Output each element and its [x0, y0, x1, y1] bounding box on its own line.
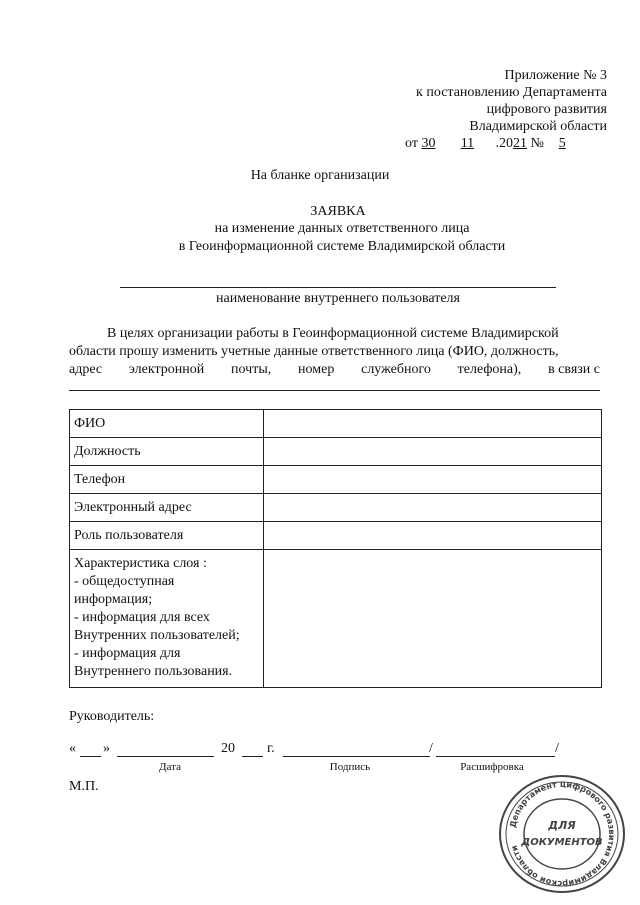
date-month: 11 — [460, 136, 475, 151]
layer-line: Внутренних пользователей; — [74, 628, 240, 643]
day-blank[interactable] — [80, 756, 101, 757]
letterhead-note: На бланке организации — [250, 168, 390, 183]
table-row — [70, 550, 602, 688]
decoding-caption: Расшифровка — [460, 761, 524, 773]
body-word: номер — [298, 362, 335, 377]
layer-value-field[interactable] — [264, 550, 602, 688]
department-line: цифрового развития — [486, 102, 607, 117]
stamp-center-line-1: ДЛЯ — [548, 819, 576, 832]
document-title: ЗАЯВКА — [310, 204, 366, 219]
layer-line: - информация для — [74, 646, 181, 661]
table-row — [70, 438, 602, 466]
body-word: почты, — [231, 362, 272, 377]
layer-characteristics-label — [70, 550, 264, 688]
body-line-2: области прошу изменить учетные данные ответственного лица (ФИО, должность, — [69, 344, 559, 359]
row-value-field[interactable] — [264, 466, 602, 494]
table-row — [70, 522, 602, 550]
signature-blank[interactable] — [283, 756, 430, 757]
date-prefix: от — [405, 136, 418, 151]
body-word: служебного — [361, 362, 431, 377]
layer-line: Внутреннего пользования. — [74, 664, 233, 679]
row-value-field[interactable] — [264, 494, 602, 522]
resolution-number: 5 — [558, 136, 566, 151]
slash-2: / — [555, 741, 559, 756]
body-word: электронной — [128, 362, 205, 377]
body-word: адрес — [69, 362, 103, 377]
row-label: Должность — [70, 438, 264, 466]
date-day: 30 — [421, 136, 436, 151]
year-blank[interactable] — [242, 756, 263, 757]
row-label: Электронный адрес — [70, 494, 264, 522]
row-label: Роль пользователя — [70, 522, 264, 550]
number-sign: № — [530, 136, 544, 151]
year-prefix: 20 — [221, 741, 235, 756]
row-value-field[interactable] — [264, 410, 602, 438]
year-suffix: г. — [267, 741, 275, 756]
user-name-line — [120, 287, 556, 288]
region-line: Владимирской области — [469, 119, 607, 134]
responsible-person-table — [69, 409, 602, 688]
seal-label: М.П. — [69, 779, 99, 794]
slash-1: / — [429, 741, 433, 756]
stamp-ring-text: Департамент цифрового развития Владимирской области — [507, 778, 618, 890]
row-label: ФИО — [70, 410, 264, 438]
stamp-center-line-2: ДОКУМЕНТОВ — [521, 837, 603, 848]
row-value-field[interactable] — [264, 438, 602, 466]
quote-open: « — [69, 741, 76, 756]
month-blank[interactable] — [117, 756, 214, 757]
table-row — [70, 494, 602, 522]
head-label: Руководитель: — [69, 709, 155, 724]
row-value-field[interactable] — [264, 522, 602, 550]
signature-caption: Подпись — [329, 761, 371, 773]
stamp-outer-ring — [500, 776, 624, 892]
stamp-inner-ring — [524, 799, 600, 869]
layer-line: - общедоступная — [74, 574, 175, 589]
resolution-date — [405, 135, 577, 153]
date-caption: Дата — [159, 761, 181, 773]
appendix-label: Приложение № 3 — [504, 68, 607, 83]
date-year-prefix: .20 — [495, 136, 513, 151]
decoding-blank[interactable] — [436, 756, 555, 757]
document-subtitle-1: на изменение данных ответственного лица — [214, 221, 470, 236]
user-name-caption: наименование внутреннего пользователя — [216, 291, 460, 306]
body-word: телефона), — [457, 362, 522, 377]
layer-line: Характеристика слоя : — [74, 556, 207, 571]
layer-line: - информация для всех — [74, 610, 210, 625]
resolution-line: к постановлению Департамента — [416, 85, 607, 100]
department-stamp — [497, 773, 627, 895]
table-row — [70, 410, 602, 438]
table-row — [70, 466, 602, 494]
date-year: 21 — [512, 136, 527, 151]
layer-line: информация; — [74, 592, 153, 607]
reason-line — [69, 390, 600, 391]
body-word: в связи с — [548, 362, 600, 377]
document-subtitle-2: в Геоинформационной системе Владимирской области — [178, 239, 506, 254]
body-line-3 — [69, 361, 600, 379]
row-label: Телефон — [70, 466, 264, 494]
quote-close: » — [103, 741, 110, 756]
body-line-1: В целях организации работы в Геоинформационной системе Владимирской — [107, 326, 559, 341]
